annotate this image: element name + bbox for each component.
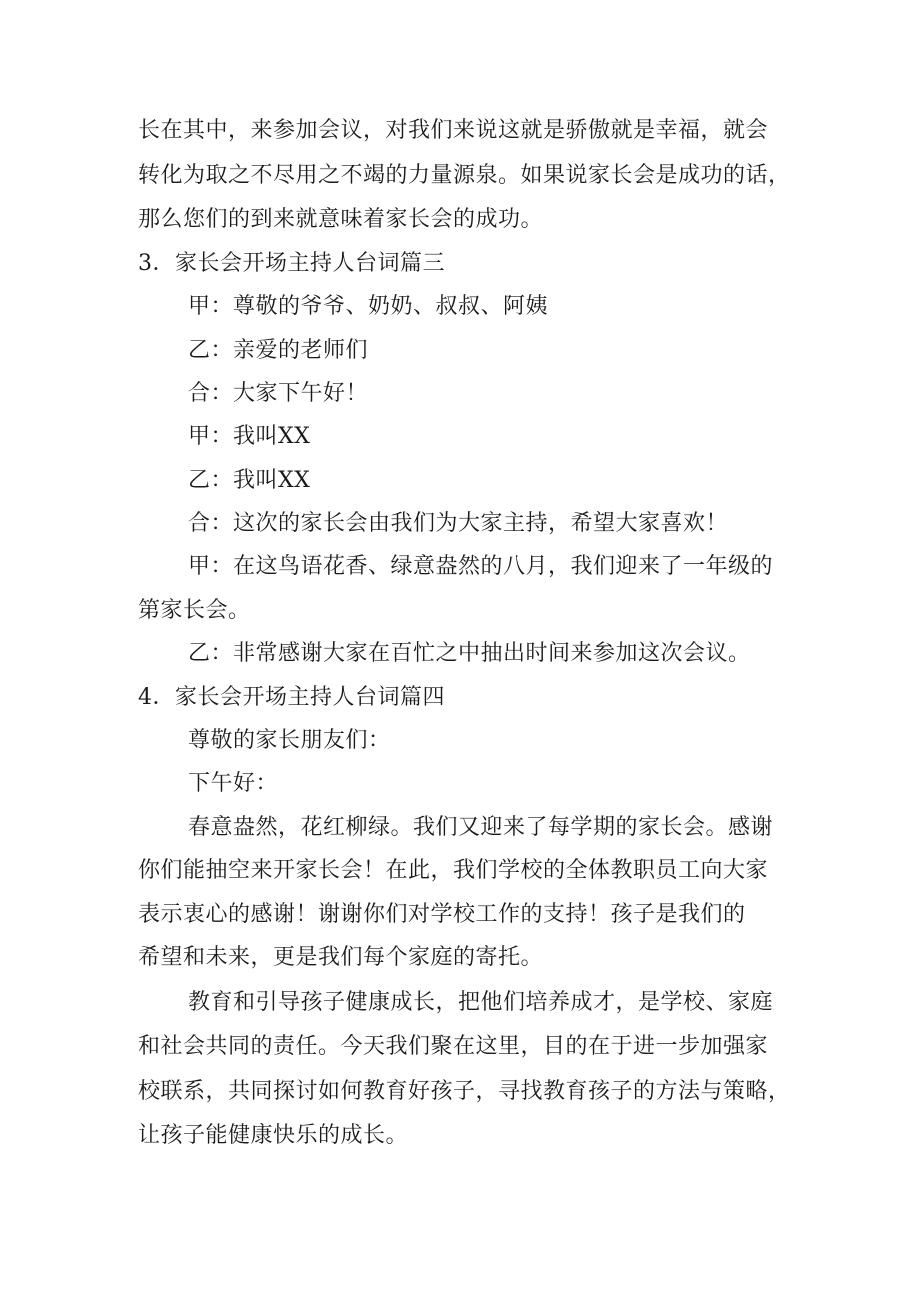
paragraph-line: 你们能抽空来开家长会！在此，我们学校的全体教职员工向大家	[138, 858, 769, 883]
dialogue-line: 乙：亲爱的老师们	[188, 338, 369, 363]
section-heading: 4．家长会开场主持人台词篇四	[138, 685, 445, 710]
paragraph-line: 表示衷心的感谢！谢谢你们对学校工作的支持！孩子是我们的	[138, 902, 746, 927]
dialogue-line: 乙：非常感谢大家在百忙之中抽出时间来参加这次会议。	[188, 641, 751, 666]
dialogue-line: 乙：我叫XX	[188, 468, 311, 493]
greeting: 下午好：	[188, 771, 279, 796]
paragraph-line: 长在其中，来参加会议，对我们来说这就是骄傲就是幸福，就会	[138, 118, 769, 143]
salutation: 尊敬的家长朋友们：	[188, 728, 391, 753]
dialogue-line: 甲：在这鸟语花香、绿意盎然的八月，我们迎来了一年级的	[188, 554, 774, 579]
dialogue-line: 合：这次的家长会由我们为大家主持，希望大家喜欢！	[188, 511, 729, 536]
dialogue-line: 第家长会。	[138, 598, 251, 623]
paragraph-line: 和社会共同的责任。今天我们聚在这里，目的在于进一步加强家	[138, 1034, 769, 1059]
dialogue-line: 甲：尊敬的爷爷、奶奶、叔叔、阿姨	[188, 294, 549, 319]
paragraph-line: 春意盎然，花红柳绿。我们又迎来了每学期的家长会。感谢	[188, 815, 774, 840]
section-heading: 3．家长会开场主持人台词篇三	[138, 251, 445, 276]
paragraph-line: 教育和引导孩子健康成长，把他们培养成才，是学校、家庭	[188, 990, 774, 1015]
dialogue-line: 甲：我叫XX	[188, 424, 311, 449]
dialogue-line: 合：大家下午好！	[188, 381, 369, 406]
paragraph-line: 校联系，共同探讨如何教育好孩子，寻找教育孩子的方法与策略，	[138, 1079, 791, 1104]
paragraph-line: 让孩子能健康快乐的成长。	[138, 1123, 409, 1148]
paragraph-line: 希望和未来，更是我们每个家庭的寄托。	[138, 945, 544, 970]
paragraph-line: 那么您们的到来就意味着家长会的成功。	[138, 207, 544, 232]
paragraph-line: 转化为取之不尽用之不竭的力量源泉。如果说家长会是成功的话，	[138, 163, 791, 188]
